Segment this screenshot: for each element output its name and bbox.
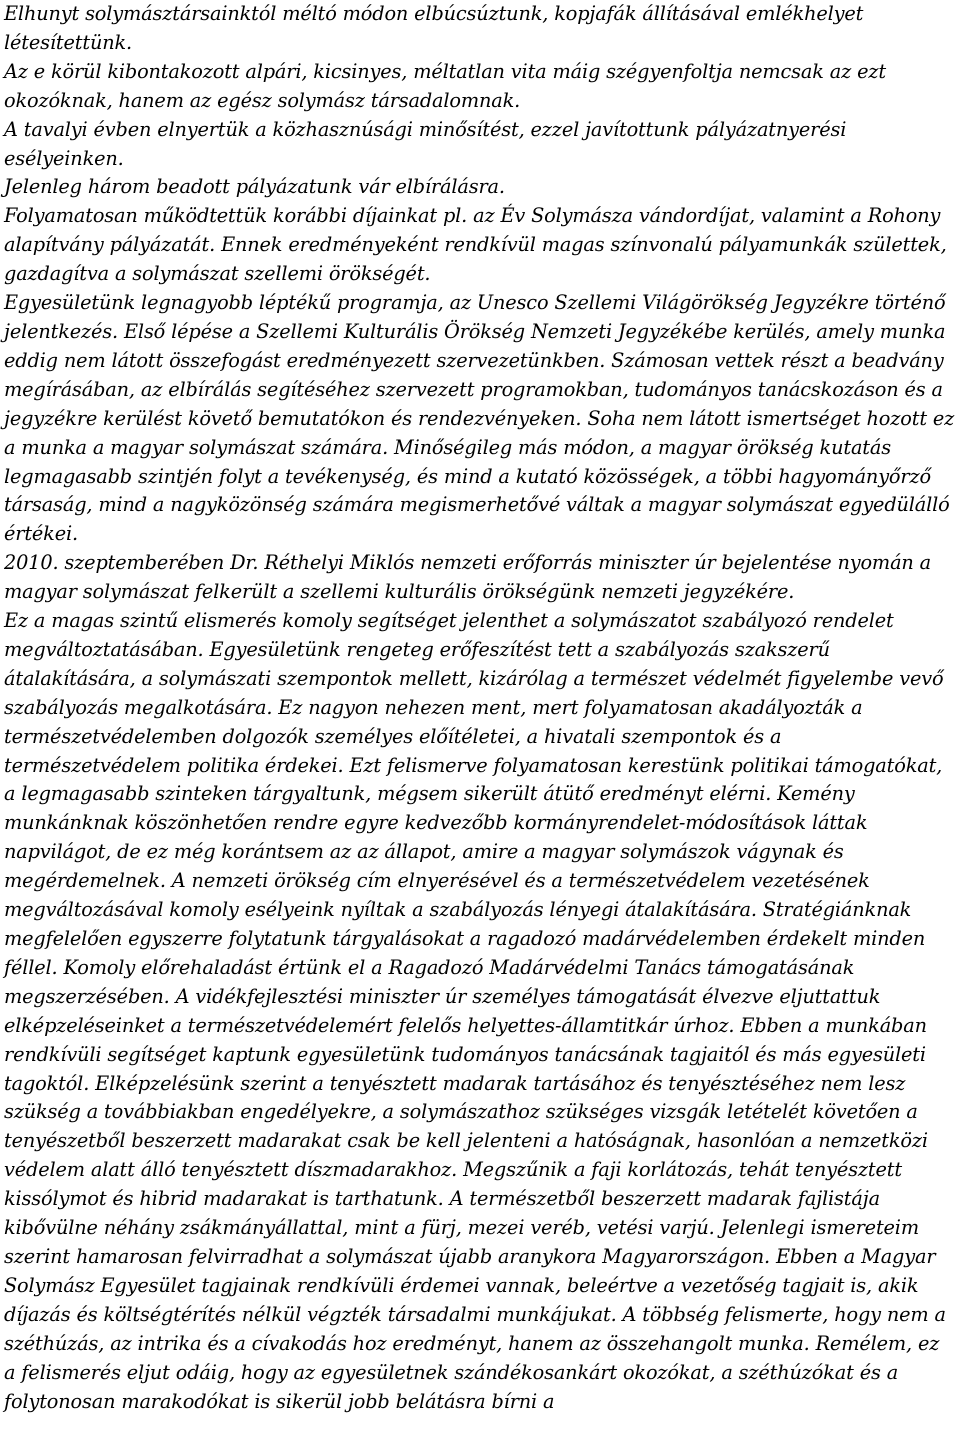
paragraph-ministry-announcement: 2010. szeptemberében Dr. Réthelyi Miklós nemzeti erőforrás miniszter úr bejelentése nyomán a magyar solymászat felkerült a szellemi kulturális örökségünk nemzeti jegyzékére. xyxy=(4,551,932,604)
paragraph-unesco-heritage: Egyesületünk legnagyobb léptékű programja, az Unesco Szellemi Világörökség Jegyzékre történő jelentkezés. Első lépése a Szellemi Kulturális Örökség Nemzeti Jegyzékébe kerülés, amely munka eddig nem látott összefogást eredményezett szervezetünkben. Számosan vettek részt a beadvány megírásában, az elbírálás segítéséhez szervezett programokban, tudományos tanácskozáson és a jegyzékre kerülést követő bemutatókon és rendezvényeken. Soha nem látott ismertséget hozott ez a munka a magyar solymászat számára. Minőségileg más módon, a magyar örökség kutatás legmagasabb szintjén folyt a tevékenység, és mind a kutató közösségek, a többi hagyományőrző társaság, mind a nagyközönség számára megismerhetővé váltak a magyar solymászat egyedülálló értékei. xyxy=(4,291,955,546)
paragraph-memorials: Elhunyt solymásztársainktól méltó módon elbúcsúztunk, kopjafák állításával emlékhelyet létesítettünk. xyxy=(4,2,864,54)
paragraph-pending-applications: Jelenleg három beadott pályázatunk vár elbírálásra. xyxy=(4,175,505,199)
paragraph-public-benefit-status: A tavalyi évben elnyertük a közhasznúsági minősítést, ezzel javítottunk pályázatnyerési esélyeinken. xyxy=(4,117,847,170)
paragraph-dispute: Az e körül kibontakozott alpári, kicsinyes, méltatlan vita máig szégyenfoltja nemcsak az ezt okozóknak, hanem az egész solymász társadalomnak. xyxy=(4,59,886,112)
paragraph-awards: Folyamatosan működtettük korábbi díjainkat pl. az Év Solymásza vándordíjat, valamint a Rohony alapítvány pályázatát. Ennek eredményeként rendkívül magas színvonalú pályamunkák születtek, gazdagítva a solymászat szellemi örökségét. xyxy=(4,204,947,286)
paragraph-regulation: Ez a magas szintű elismerés komoly segítséget jelenthet a solymászatot szabályozó rendelet megváltoztatásában. Egyesületünk rengeteg erőfeszítést tett a szabályozás szakszerű átalakítására, a solymászati szempontok mellett, kizárólag a természet védelmét figyelembe vevő szabályozás megalkotására. Ez nagyon nehezen ment, mert folyamatosan akadályozták a természetvédelemben dolgozók személyes előítéletei, a hivatali szempontok és a természetvédelem politika érdekei. Ezt felismerve folyamatosan kerestünk politikai támogatókat, a legmagasabb szinteken tárgyaltunk, mégsem sikerült átütő eredményt elérni. Kemény munkánknak köszönhetően rendre egyre kedvezőbb kormányrendelet-módosítások láttak napvilágot, de ez még korántsem az az állapot, amire a magyar solymászok vágynak és megérdemelnek. A nemzeti örökség cím elnyerésével és a természetvédelem vezetésének megváltozásával komoly esélyeink nyíltak a szabályozás lényegi átalakítására. Stratégiánknak megfelelően egyszerre folytatunk tárgyalásokat a ragadozó madárvédelemben érdekelt minden féllel. Komoly előrehaladást értünk el a Ragadozó Madárvédelmi Tanács támogatásának megszerzésében. A vidékfejlesztési miniszter úr személyes támogatását élvezve eljuttattuk elképzeléseinket a természetvédelemért felelős helyettes-államtitkár úrhoz. Ebben a munkában rendkívüli segítséget kaptunk egyesületünk tudományos tanácsának tagjaitól és más egyesületi tagoktól. Elképzelésünk szerint a tenyésztett madarak tartásához és tenyésztéséhez nem lesz szükség a továbbiakban engedélyekre, a solymászathoz szükséges vizsgák letételét követően a tenyészetből beszerzett madarakat csak be kell jelenteni a hatóságnak, hasonlóan a nemzetközi védelem alatt álló tenyésztett díszmadarakhoz. Megszűnik a faji korlátozás, tehát tenyésztett kissólymot és hibrid madarakat is tarthatunk. A természetből beszerzett madarak fajlistája kibővülne néhány zsákmányállattal, mint a fürj, mezei veréb, vetési varjú. Jelenlegi ismereteim szerint hamarosan felvirradhat a solymászat újabb aranykora Magyarországon. Ebben a Magyar Solymász Egyesület tagjainak rendkívüli érdemei vannak, beleértve a vezetőség tagjait is, akik díjazás és költségtérítés nélkül végzték társadalmi munkájukat. A többség felismerte, hogy nem a széthúzás, az intrika és a cívakodás hoz eredményt, hanem az összehangolt munka. Remélem, ez a felismerés eljut odáig, hogy az egyesületnek szándékosankárt okozókat, a széthúzókat és a folytonosan marakodókat is sikerül jobb belátásra bírni a xyxy=(4,609,946,1413)
